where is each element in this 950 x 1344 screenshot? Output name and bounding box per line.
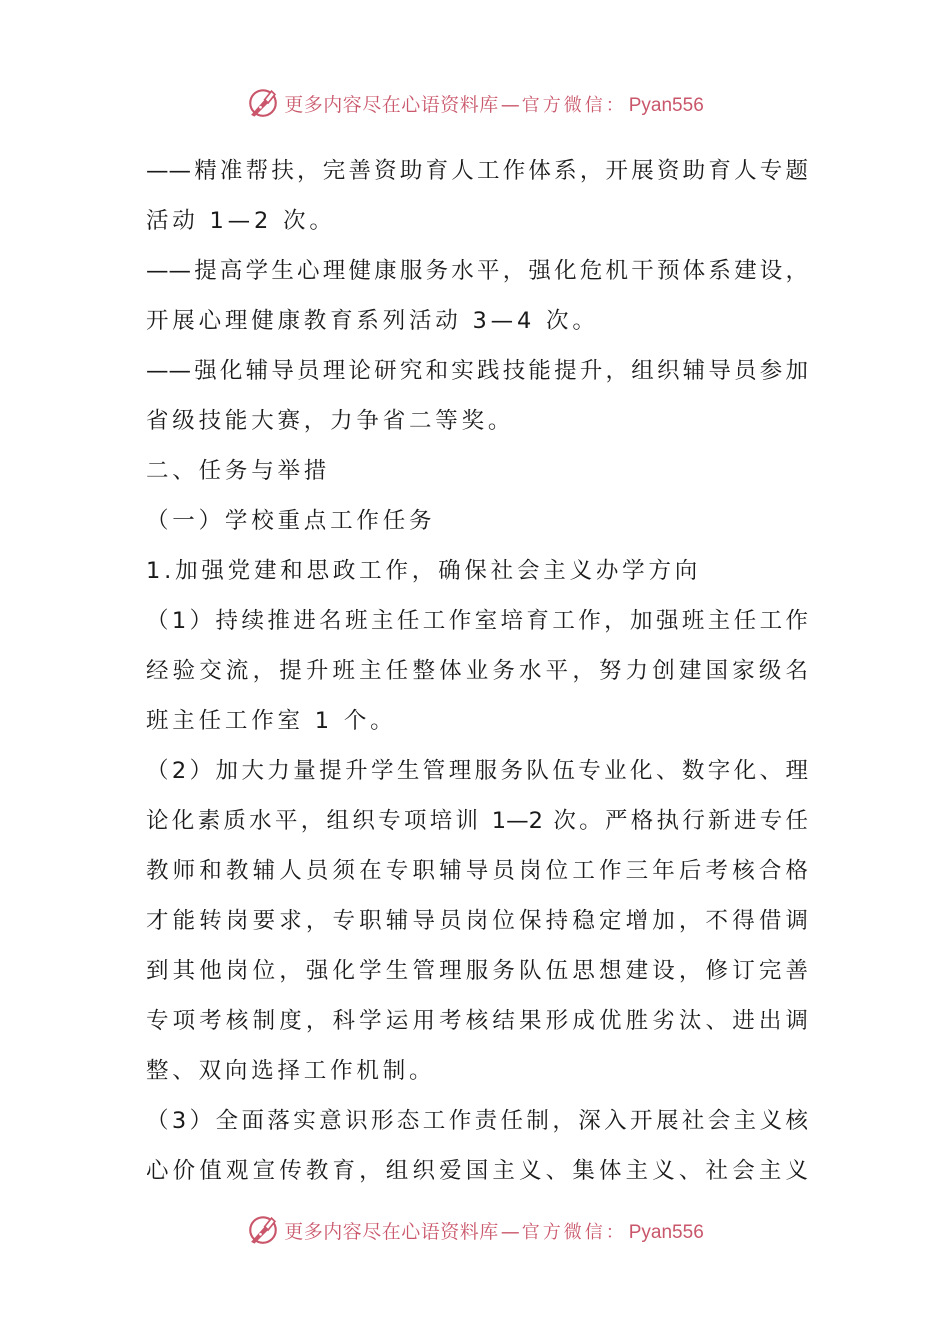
pen-nib-logo-icon: [246, 1213, 280, 1247]
footer-watermark: [0, 1210, 950, 1250]
text-line: 班主任工作室 1 个。: [146, 708, 397, 734]
text-line: ——强化辅导员理论研究和实践技能提升，组织辅导员参加: [146, 358, 808, 384]
text-line: 专项考核制度，科学运用考核结果形成优胜劣汰、进出调: [146, 1008, 808, 1034]
text-line: 二、任务与举措: [146, 458, 331, 484]
text-line: 1.加强党建和思政工作，确保社会主义办学方向: [146, 558, 702, 584]
text-line: （3）全面落实意识形态工作责任制，深入开展社会主义核: [146, 1108, 808, 1134]
header-watermark: [0, 83, 950, 123]
text-line: 开展心理健康教育系列活动 3—4 次。: [146, 308, 599, 334]
text-line: 才能转岗要求，专职辅导员岗位保持稳定增加，不得借调: [146, 908, 808, 934]
watermark-dash: —: [500, 1220, 520, 1243]
text-line: 整、双向选择工作机制。: [146, 1058, 436, 1084]
text-line: （2）加大力量提升学生管理服务队伍专业化、数字化、理: [146, 758, 808, 784]
text-line: 论化素质水平，组织专项培训 1—2 次。严格执行新进专任: [146, 808, 808, 834]
watermark-main-text: 更多内容尽在心语资料库: [284, 93, 499, 116]
text-line: 心价值观宣传教育，组织爱国主义、集体主义、社会主义: [146, 1158, 808, 1184]
document-body: [146, 146, 808, 1196]
text-line: （1）持续推进名班主任工作室培育工作，加强班主任工作: [146, 608, 808, 634]
text-line: ——精准帮扶，完善资助育人工作体系，开展资助育人专题: [146, 158, 808, 184]
watermark-label: 官方微信：: [521, 94, 627, 116]
text-line: 省级技能大赛，力争省二等奖。: [146, 408, 515, 434]
watermark-wechat-id: Pyan556: [628, 1221, 704, 1243]
watermark-main-text: 更多内容尽在心语资料库: [284, 1220, 499, 1243]
pen-nib-logo-icon: [246, 86, 280, 120]
text-line: （一）学校重点工作任务: [146, 508, 436, 534]
watermark-dash: —: [500, 93, 520, 116]
text-line: 经验交流，提升班主任整体业务水平，努力创建国家级名: [146, 658, 808, 684]
watermark-wechat-id: Pyan556: [628, 94, 704, 116]
text-line: ——提高学生心理健康服务水平，强化危机干预体系建设，: [146, 258, 808, 284]
watermark-label: 官方微信：: [521, 1221, 627, 1243]
text-line: 教师和教辅人员须在专职辅导员岗位工作三年后考核合格: [146, 858, 808, 884]
text-line: 活动 1—2 次。: [146, 208, 336, 234]
text-line: 到其他岗位，强化学生管理服务队伍思想建设，修订完善: [146, 958, 808, 984]
